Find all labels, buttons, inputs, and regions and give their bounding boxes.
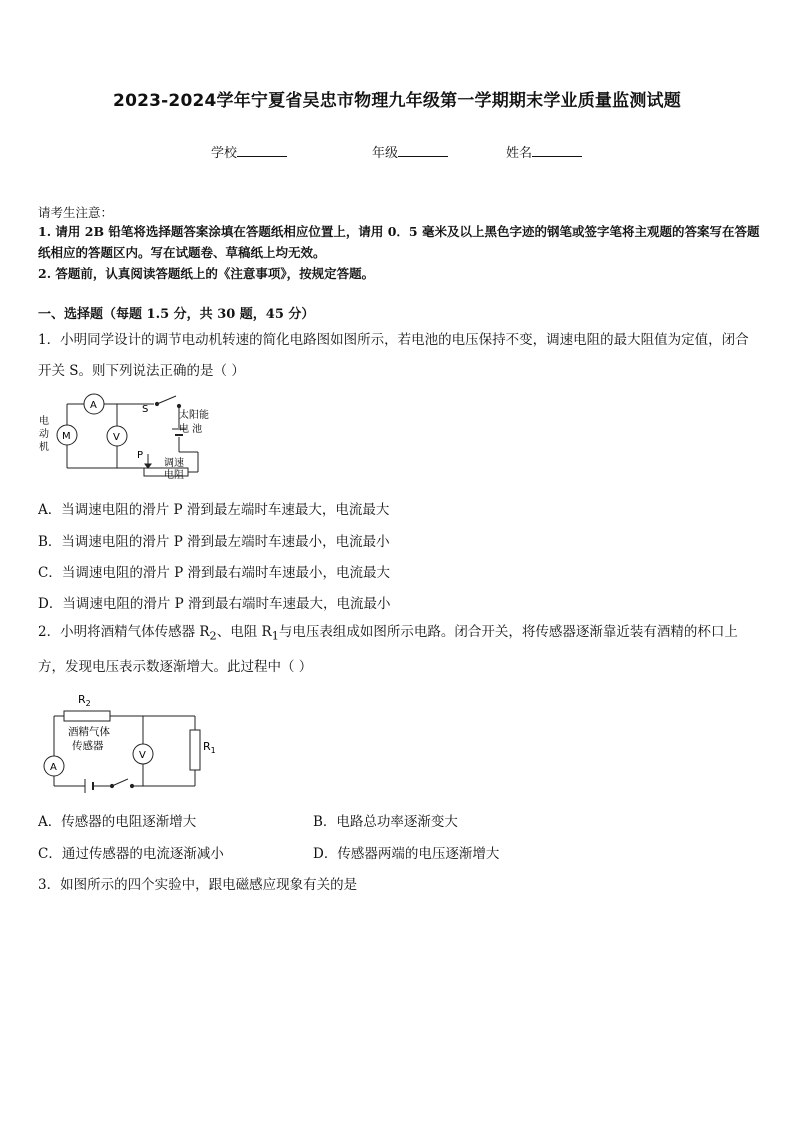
grade-blank[interactable] — [398, 144, 448, 157]
notice-heading: 请考生注意： — [38, 205, 114, 220]
q2-stem-part-1: 2．小明将酒精气体传感器 R — [38, 624, 210, 640]
motor-label-3: 机 — [39, 442, 49, 453]
q1-ammeter-label: A — [90, 400, 97, 411]
q2-stem-sub-r1: 1 — [271, 629, 279, 643]
q1-circuit-diagram — [36, 392, 226, 484]
name-label: 姓名 — [506, 146, 533, 161]
school-blank[interactable] — [237, 144, 287, 157]
voltmeter-icon — [133, 744, 153, 764]
page-title: 2023-2024学年宁夏省吴忠市物理九年级第一学期期末学业质量监测试题 — [113, 91, 681, 111]
q1-stem: 1．小明同学设计的调节电动机转速的简化电路图如图所示，若电池的电压保持不变，调速电阻的最大阻值为定值，闭合开关 S。则下列说法正确的是（ ） — [38, 332, 749, 379]
grade-label: 年级 — [372, 146, 399, 161]
name-field — [506, 142, 582, 161]
resistor-r1-icon — [190, 730, 200, 770]
motor-symbol: M — [62, 431, 71, 442]
q2-option-a: A．传感器的电阻逐渐增大 — [38, 814, 197, 830]
motor-label-2: 动 — [39, 429, 49, 440]
sensor-label-1: 酒精气体 — [68, 726, 110, 738]
q1-option-d: D．当调速电阻的滑片 P 滑到最右端时车速最大，电流最小 — [38, 596, 391, 612]
q2-stem — [38, 617, 760, 683]
name-blank[interactable] — [532, 144, 582, 157]
sensor-resistor-icon — [64, 711, 110, 721]
school-field — [211, 142, 287, 161]
ammeter-icon — [84, 394, 104, 414]
notice-item-2: 2. 答题前，认真阅读答题纸上的《注意事项》，按规定答题。 — [38, 266, 375, 281]
slider-label: P — [137, 450, 144, 461]
switch-label: S — [142, 404, 149, 415]
school-label: 学校 — [211, 146, 238, 161]
sensor-label-2: 传感器 — [72, 740, 104, 752]
ammeter-icon — [44, 756, 64, 776]
r2-label: $R_2$ — [78, 693, 91, 708]
grade-field — [372, 142, 448, 161]
rheostat-label-2: 电阻 — [164, 470, 184, 481]
q2-stem-part-3: 与电压表组成如图所示电路。闭合开关，将传感器逐渐靠近装有酒精的杯口上方，发现电压表示数逐渐增大。此过程中（ ） — [38, 624, 738, 675]
switch-icon — [110, 779, 133, 788]
q2-ammeter-label: A — [50, 762, 57, 773]
q2-option-b: B．电路总功率逐渐变大 — [313, 814, 458, 830]
q1-option-b: B．当调速电阻的滑片 P 滑到最左端时车速最小，电流最小 — [38, 534, 390, 550]
q2-circuit-diagram — [40, 690, 216, 795]
motor-icon — [57, 425, 77, 445]
motor-label-1: 电 — [39, 416, 49, 427]
notice-item-1: 1. 请用 2B 铅笔将选择题答案涂填在答题纸相应位置上，请用 0．5 毫米及以上黑色字迹的钢笔或签字笔将主观题的答案写在答题纸相应的答题区内。写在试题卷、草稿纸上均无效。 — [38, 224, 760, 260]
battery-label-2: 电 池 — [179, 424, 203, 435]
r1-label: $R_1$ — [203, 740, 216, 755]
q2-option-d: D．传感器两端的电压逐渐增大 — [313, 846, 500, 862]
rheostat-label-1: 调速 — [164, 458, 184, 469]
q2-voltmeter-label: V — [139, 750, 146, 761]
battery-label-1: 太阳能 — [179, 410, 209, 421]
q3-stem: 3．如图所示的四个实验中，跟电磁感应现象有关的是 — [38, 877, 358, 893]
section-heading: 一、选择题（每题 1.5 分，共 30 题，45 分） — [38, 307, 315, 322]
switch-icon — [155, 396, 180, 410]
q2-option-c: C．通过传感器的电流逐渐减小 — [38, 846, 224, 862]
battery-icon — [85, 779, 93, 793]
voltmeter-icon — [107, 426, 127, 446]
q1-voltmeter-label: V — [113, 432, 120, 443]
q2-stem-part-2: 、电阻 R — [216, 624, 272, 640]
q1-option-a: A．当调速电阻的滑片 P 滑到最左端时车速最大，电流最大 — [38, 502, 390, 518]
q1-option-c: C．当调速电阻的滑片 P 滑到最右端时车速最小，电流最大 — [38, 565, 390, 581]
q2-stem-sub-r2: 2 — [209, 629, 217, 643]
